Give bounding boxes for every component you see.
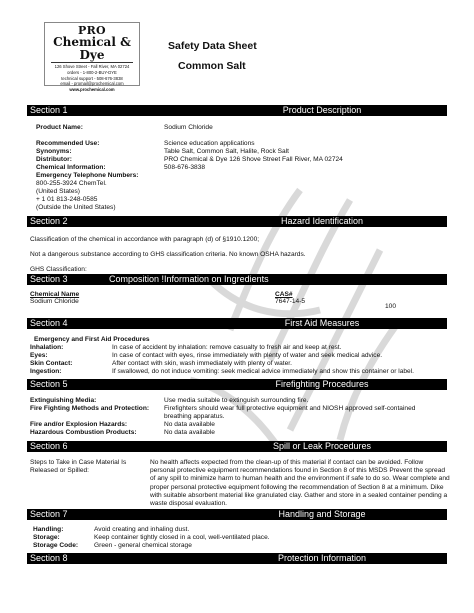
product-name-label: Product Name: xyxy=(36,124,83,131)
distributor-value: PRO Chemical & Dye 126 Shove Street Fall River, MA 02724 xyxy=(164,156,343,163)
document-subtitle: Common Salt xyxy=(178,60,246,72)
section-6-number: Section 6 xyxy=(30,441,68,451)
ingredient-percent: 100 xyxy=(385,303,397,310)
hazard-classification-text: Classification of the chemical in accordance with paragraph (d) of §1910.1200; xyxy=(30,236,260,243)
eyes-label: Eyes: xyxy=(30,352,48,359)
logo-brand-top: PRO xyxy=(78,24,106,37)
ingredient-cas: 7647-14-5 xyxy=(275,298,306,305)
chemical-info-label: Chemical Information: xyxy=(36,164,106,171)
firefighting-methods-value: Firefighters should wear full protective equipment and NIOSH approved self-contained xyxy=(164,405,416,412)
logo-divider xyxy=(51,62,133,63)
firefighting-methods-value-cont: breathing apparatus. xyxy=(164,413,225,420)
logo-orders: orders - 1-800-2-BUY-DYE xyxy=(67,69,117,75)
explosion-hazards-label: Fire and/or Explosion Hazards: xyxy=(30,421,128,428)
section-6-title: Spill or Leak Procedures xyxy=(272,441,372,451)
extinguishing-media-value: Use media suitable to extinguish surrounding fire. xyxy=(164,397,309,404)
recommended-use-label: Recommended Use: xyxy=(36,140,100,147)
section-7-title: Handling and Storage xyxy=(278,509,366,519)
logo-support: technical support - 508-676-3838 xyxy=(61,75,123,81)
section-3-header xyxy=(27,274,447,285)
section-3-title: Composition !Information on Ingredients xyxy=(109,274,269,284)
logo-address: 126 Shove Street - Fall River, MA 02724 xyxy=(54,64,130,70)
eyes-value: In case of contact with eyes, rinse immediately with plenty of water and seek medical advice. xyxy=(112,352,383,359)
first-aid-heading: Emergency and First Aid Procedures xyxy=(34,336,150,343)
emergency-phone-intl-note: (Outside the United States) xyxy=(36,204,116,211)
section-7-number: Section 7 xyxy=(30,509,68,519)
section-2-header xyxy=(27,216,447,227)
logo-web: www.prochemical.com xyxy=(69,86,115,92)
section-4-header xyxy=(27,318,447,329)
section-4-number: Section 4 xyxy=(30,318,68,328)
storage-code-value: Green - general chemical storage xyxy=(94,542,192,549)
section-8-header xyxy=(27,553,447,564)
synonyms-label: Synonyms: xyxy=(36,148,72,155)
section-7-header xyxy=(27,509,447,520)
emergency-phone-us-note: (United States) xyxy=(36,188,80,195)
recommended-use-value: Science education applications xyxy=(164,140,255,147)
section-6-header xyxy=(27,441,447,452)
section-8-number: Section 8 xyxy=(30,553,68,563)
spill-steps-label-cont: Released or Spilled: xyxy=(30,467,90,474)
firefighting-methods-label: Fire Fighting Methods and Protection: xyxy=(30,405,150,412)
section-1-number: Section 1 xyxy=(30,105,68,115)
ghs-classification-label: GHS Classification: xyxy=(30,266,87,273)
ingredient-name: Sodium Chloride xyxy=(30,298,79,305)
ingestion-value: If swallowed, do not induce vomiting: seek medical advice immediately and show this container or label. xyxy=(112,368,415,375)
ingestion-label: Ingestion: xyxy=(30,368,62,375)
document-title: Safety Data Sheet xyxy=(168,40,257,52)
section-2-number: Section 2 xyxy=(30,216,68,226)
section-5-header xyxy=(27,379,447,390)
emergency-phone-label: Emergency Telephone Numbers: xyxy=(36,172,139,179)
section-5-number: Section 5 xyxy=(30,379,68,389)
skin-contact-value: After contact with skin, wash immediately with plenty of water. xyxy=(112,360,292,367)
inhalation-label: Inhalation: xyxy=(30,344,64,351)
handling-label: Handling: xyxy=(33,526,64,533)
chemical-info-value: 508-676-3838 xyxy=(164,164,206,171)
section-2-title: Hazard Identification xyxy=(280,216,364,226)
synonyms-value: Table Salt, Common Salt, Halite, Rock Salt xyxy=(164,148,289,155)
section-8-title: Protection Information xyxy=(277,553,367,563)
emergency-phone-us: 800-255-3924 ChemTel. xyxy=(36,180,107,187)
hazard-not-dangerous-text: Not a dangerous substance according to GHS classification criteria. No known OSHA hazards. xyxy=(30,251,306,258)
company-logo xyxy=(44,22,140,92)
section-3-number: Section 3 xyxy=(30,274,68,284)
storage-value: Keep container tightly closed in a cool, well-ventilated place. xyxy=(94,534,270,541)
storage-label: Storage: xyxy=(33,534,60,541)
extinguishing-media-label: Extinguishing Media: xyxy=(30,397,97,404)
combustion-products-label: Hazardous Combustion Products: xyxy=(30,429,137,436)
spill-steps-label: Steps to Take in Case Material Is xyxy=(30,459,127,466)
section-1-title: Product Description xyxy=(282,105,362,115)
column-chemical-name: Chemical Name xyxy=(30,291,80,298)
spill-procedure-text: No health affects expected from the clean-up of this material if contact can be avoided. Follow personal protective equipment recommendations found in Section 8 of this MSDS Prevent the spread of any spill to minimize harm to human health and the environment if safe to do so. Wear complete and proper personal protective equipment following the recommendation of Section 8 at a minimum. Dike with suitable absorbent material like granulated clay. Gather and store in a sealed container pending a waste disposal evaluation. xyxy=(150,459,450,508)
section-1-header xyxy=(27,105,447,116)
product-name-value: Sodium Chloride xyxy=(164,124,213,131)
handling-value: Avoid creating and inhaling dust. xyxy=(94,526,190,533)
explosion-hazards-value: No data available xyxy=(164,421,215,428)
emergency-phone-intl: + 1 01 813-248-0585 xyxy=(36,196,98,203)
logo-email: email - promail@prochemical.com xyxy=(60,81,124,87)
inhalation-value: In case of accident by inhalation: remove casualty to fresh air and keep at rest. xyxy=(112,344,342,351)
storage-code-label: Storage Code: xyxy=(33,542,79,549)
section-4-title: First Aid Measures xyxy=(284,318,360,328)
skin-contact-label: Skin Contact: xyxy=(30,360,73,367)
logo-brand-name: Chemical & Dye xyxy=(53,35,131,62)
distributor-label: Distributor: xyxy=(36,156,72,163)
section-5-title: Firefighting Procedures xyxy=(275,379,369,389)
combustion-products-value: No data available xyxy=(164,429,215,436)
column-cas: CAS# xyxy=(275,291,293,298)
